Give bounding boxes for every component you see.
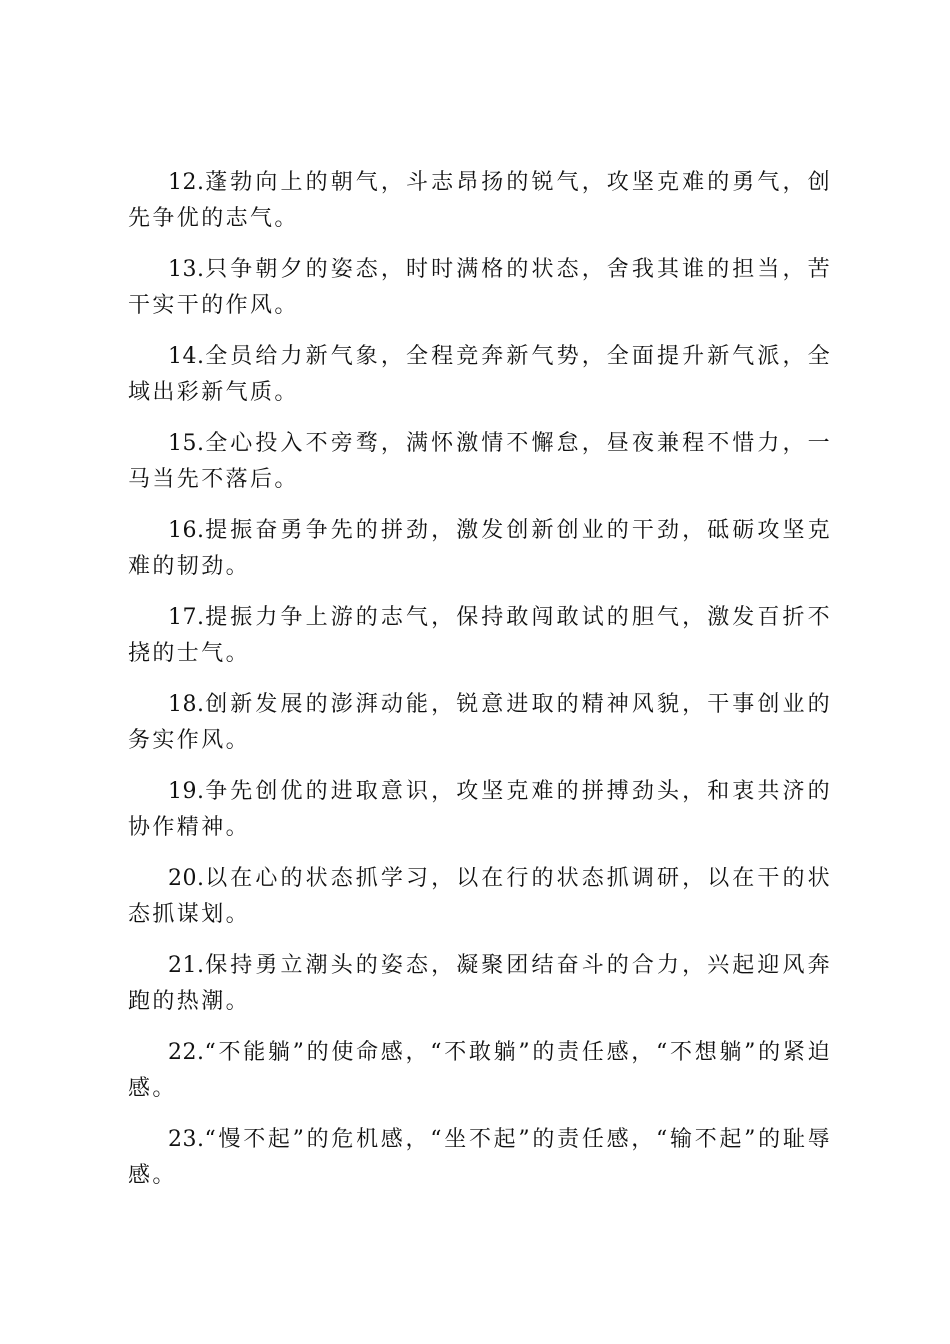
item-number: 16. [168,518,205,543]
item-number: 21. [168,953,205,978]
item-number: 15. [168,431,205,456]
list-item [128,774,832,846]
list-item [128,513,832,585]
item-text: 只争朝夕的姿态，时时满格的状态，舍我其谁的担当，苦干实干的作风。 [128,257,832,318]
list-item [128,948,832,1020]
item-number: 14. [168,344,205,369]
item-text: 保持勇立潮头的姿态，凝聚团结奋斗的合力，兴起迎风奔跑的热潮。 [128,953,832,1014]
list-item [128,252,832,324]
item-number: 18. [168,692,205,717]
item-number: 22. [168,1040,205,1065]
item-text: 以在心的状态抓学习，以在行的状态抓调研，以在干的状态抓谋划。 [128,866,832,927]
item-text: 蓬勃向上的朝气，斗志昂扬的锐气，攻坚克难的勇气，创先争优的志气。 [128,170,832,231]
item-text: “慢不起”的危机感，“坐不起”的责任感，“输不起”的耻辱感。 [128,1127,832,1188]
item-number: 12. [168,170,205,195]
list-item [128,426,832,498]
item-text: 提振奋勇争先的拼劲，激发创新创业的干劲，砥砺攻坚克难的韧劲。 [128,518,832,579]
item-number: 17. [168,605,205,630]
list-item [128,861,832,933]
list-item [128,1035,832,1107]
list-item [128,687,832,759]
item-text: 全心投入不旁骛，满怀激情不懈怠，昼夜兼程不惜力，一马当先不落后。 [128,431,832,492]
item-text: 争先创优的进取意识，攻坚克难的拼搏劲头，和衷共济的协作精神。 [128,779,832,840]
item-number: 13. [168,257,205,282]
item-text: “不能躺”的使命感，“不敢躺”的责任感，“不想躺”的紧迫感。 [128,1040,832,1101]
item-text: 提振力争上游的志气，保持敢闯敢试的胆气，激发百折不挠的士气。 [128,605,832,666]
list-item [128,165,832,237]
item-text: 全员给力新气象，全程竞奔新气势，全面提升新气派，全域出彩新气质。 [128,344,832,405]
list-item [128,339,832,411]
document-body [128,165,832,1209]
item-text: 创新发展的澎湃动能，锐意进取的精神风貌，干事创业的务实作风。 [128,692,832,753]
list-item [128,600,832,672]
item-number: 19. [168,779,205,804]
item-number: 23. [168,1127,205,1152]
list-item [128,1122,832,1194]
item-number: 20. [168,866,205,891]
